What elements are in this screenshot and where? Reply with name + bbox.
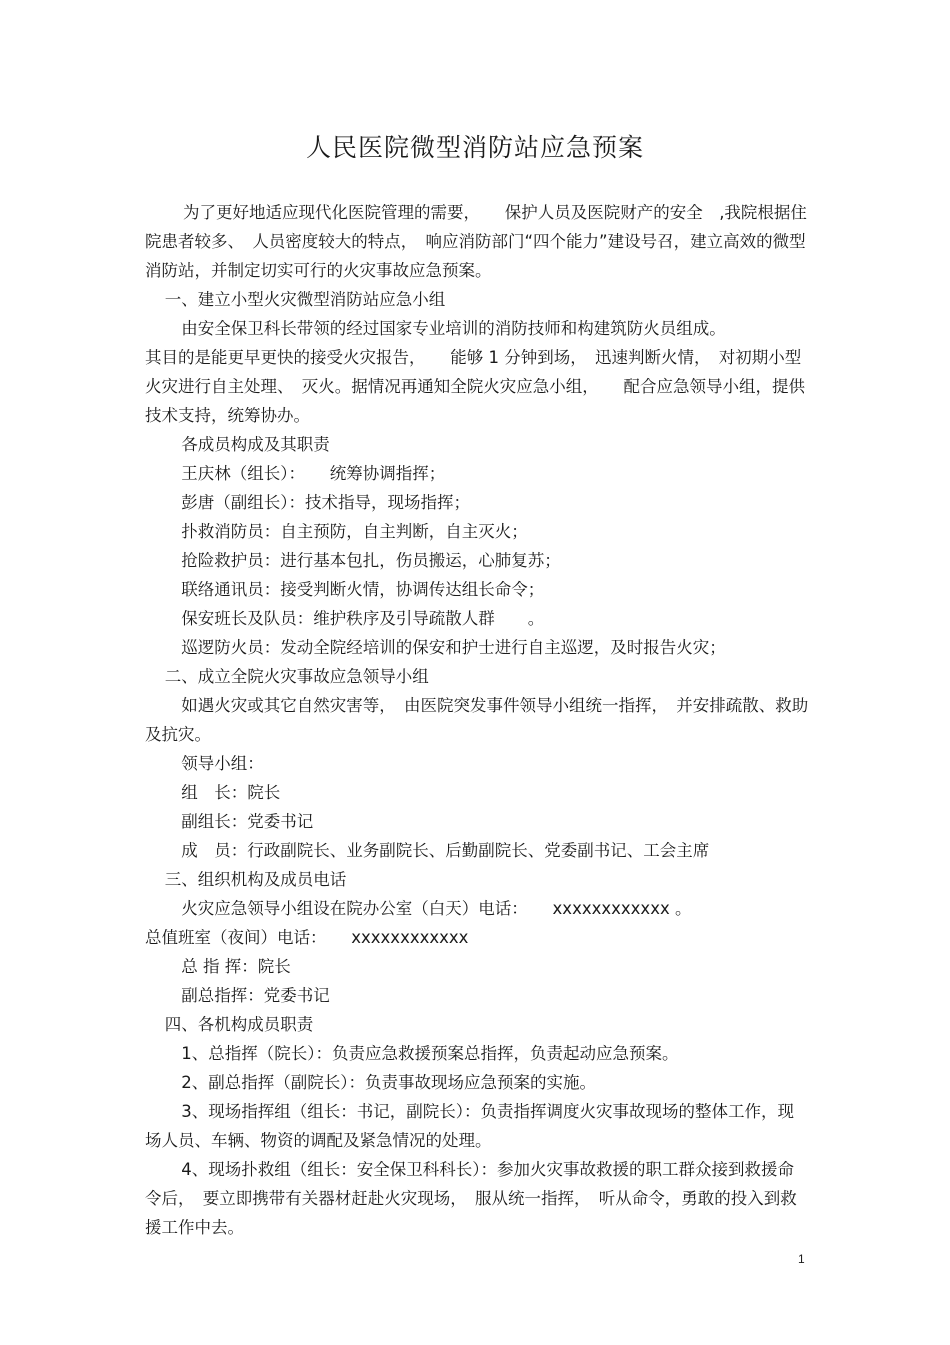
paragraph: 副组长：党委书记 xyxy=(181,812,314,831)
paragraph: 3、现场指挥组（组长：书记，副院长）：负责指挥调度火灾事故现场的整体工作，现场人员、车辆、物资的调配及紧急情况的处理。 xyxy=(145,1102,795,1150)
paragraph: 保安班长及队员：维护秩序及引导疏散人群 。 xyxy=(181,609,545,628)
paragraph: 为了更好地适应现代化医院管理的需要， 保护人员及医院财产的安全 ,我院根据住院患者较多、 人员密度较大的特点， 响应消防部门“四个能力”建设号召，建立高效的微型消防站，并制定切实可行的火灾事故应急预案。 xyxy=(145,203,807,280)
document-body xyxy=(145,198,810,1242)
paragraph: 如遇火灾或其它自然灾害等， 由医院突发事件领导小组统一指挥， 并安排疏散、救助及抗灾。 xyxy=(145,696,809,744)
page-number: 1 xyxy=(798,1252,805,1266)
paragraph: 抢险救护员：进行基本包扎，伤员搬运，心肺复苏； xyxy=(181,551,561,570)
paragraph: 由安全保卫科长带领的经过国家专业培训的消防技师和构建筑防火员组成。 xyxy=(181,319,726,338)
paragraph: 联络通讯员：接受判断火情，协调传达组长命令； xyxy=(181,580,545,599)
paragraph: 三、组织机构及成员电话 xyxy=(164,870,347,889)
paragraph: 扑救消防员：自主预防，自主判断，自主灭火； xyxy=(181,522,528,541)
document-title: 人民医院微型消防站应急预案 xyxy=(305,133,644,162)
paragraph: 1、总指挥（院长）：负责应急救援预案总指挥，负责起动应急预案。 xyxy=(181,1044,679,1063)
paragraph: 各成员构成及其职责 xyxy=(181,435,330,454)
paragraph: 副总指挥：党委书记 xyxy=(181,986,330,1005)
paragraph: 王庆林（组长）： 统筹协调指挥； xyxy=(181,464,446,483)
paragraph: 总 指 挥：院长 xyxy=(181,957,291,976)
paragraph: 一、建立小型火灾微型消防站应急小组 xyxy=(164,290,446,309)
paragraph: 领导小组： xyxy=(181,754,264,773)
paragraph: 彭唐（副组长）：技术指导，现场指挥； xyxy=(181,493,471,512)
paragraph: 二、成立全院火灾事故应急领导小组 xyxy=(164,667,429,686)
paragraph: 组 长：院长 xyxy=(181,783,281,802)
paragraph: 4、现场扑救组（组长：安全保卫科科长）：参加火灾事故救援的职工群众接到救援命令后， 要立即携带有关器材赶赴火灾现场， 服从统一指挥， 听从命令，勇敢的投入到救援工作中去。 xyxy=(145,1160,797,1237)
paragraph: 巡逻防火员：发动全院经培训的保安和护士进行自主巡逻，及时报告火灾； xyxy=(181,638,726,657)
paragraph: 四、各机构成员职责 xyxy=(164,1015,314,1034)
paragraph: 成 员：行政副院长、业务副院长、后勤副院长、党委副书记、工会主席 xyxy=(181,841,710,860)
paragraph: 总值班室（夜间）电话： xxxxxxxxxxxx xyxy=(145,928,469,947)
paragraph: 火灾应急领导小组设在院办公室（白天）电话： xxxxxxxxxxxx 。 xyxy=(181,899,692,918)
paragraph: 2、副总指挥（副院长）：负责事故现场应急预案的实施。 xyxy=(181,1073,597,1092)
paragraph: 其目的是能更早更快的接受火灾报告， 能够 1 分钟到场， 迅速判断火情， 对初期小型火灾进行自主处理、 灭火。据情况再通知全院火灾应急小组， 配合应急领导小组，提供技术支持，统筹协办。 xyxy=(145,348,805,425)
